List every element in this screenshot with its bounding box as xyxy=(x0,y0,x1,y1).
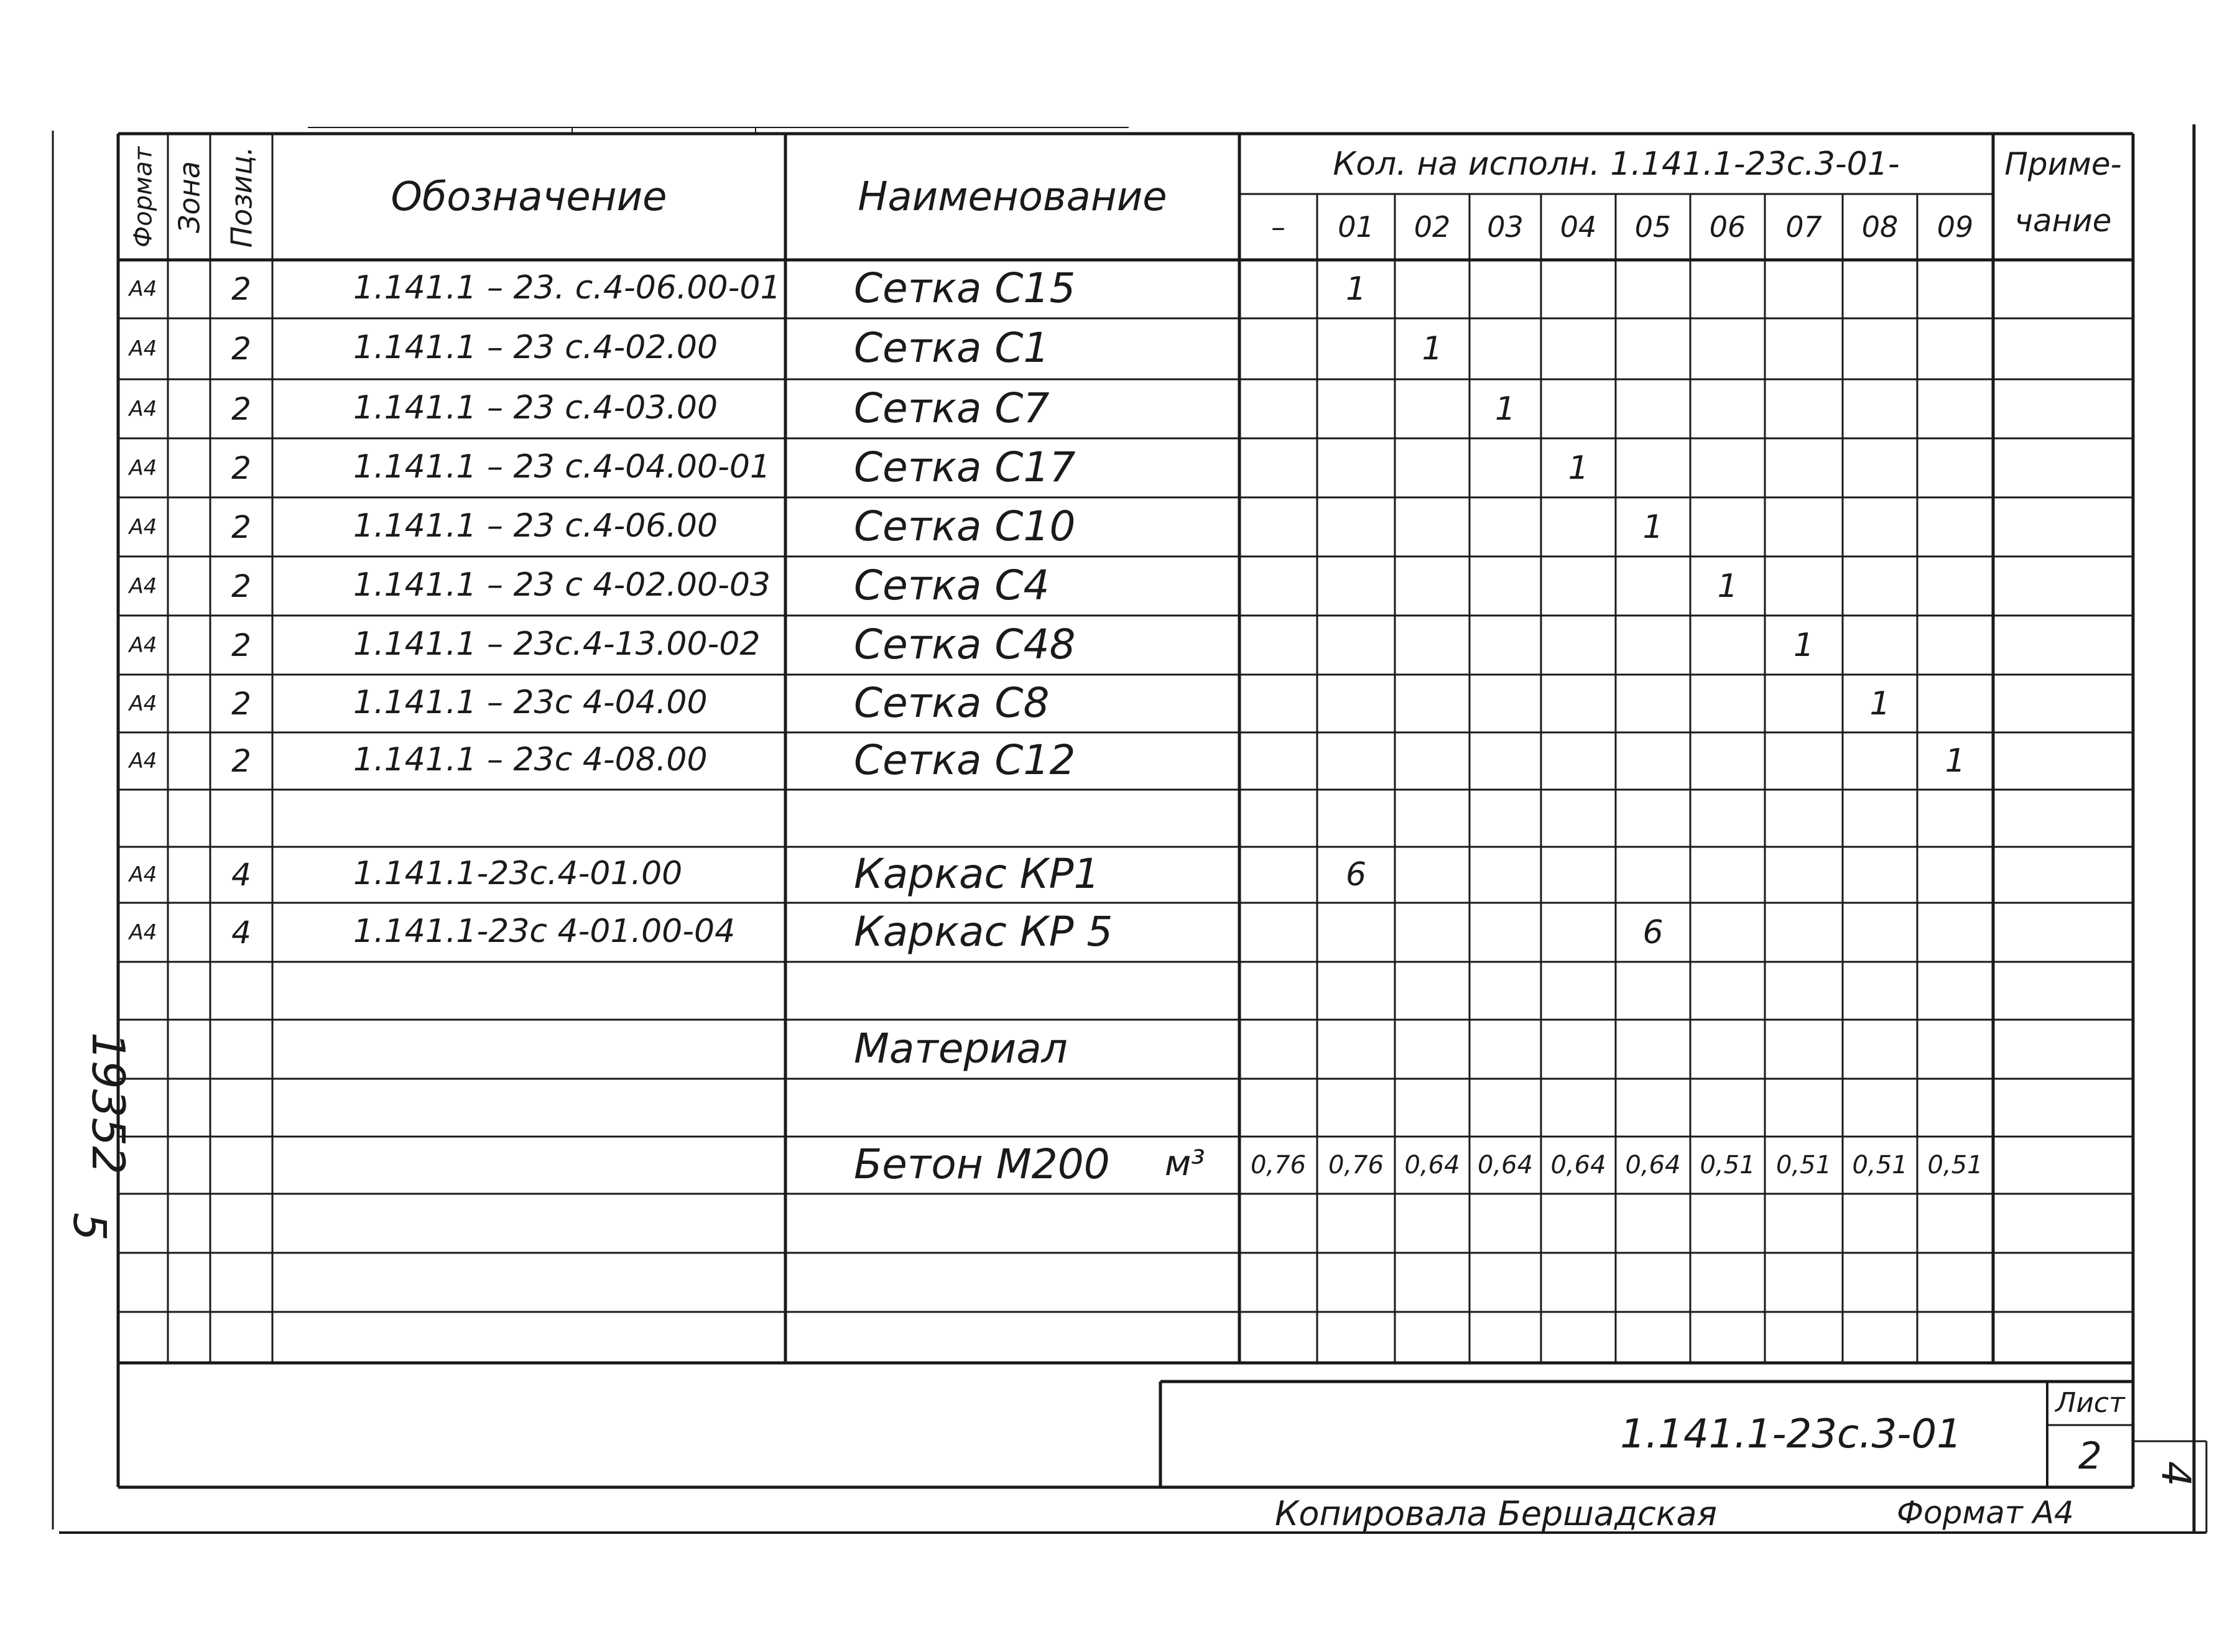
row-designation: 1.141.1 – 23 с.4-03.00 xyxy=(353,389,718,427)
row-quantity: 6 xyxy=(1642,913,1664,951)
row-name: Сетка С48 xyxy=(854,620,1076,668)
header-quantity-title: Кол. на исполн. 1.141.1-23с.3-01- xyxy=(1333,145,1900,183)
row-name: Материал xyxy=(854,1024,1068,1073)
row-position: 4 xyxy=(231,857,251,893)
header-zone: Зона xyxy=(172,160,206,233)
row-designation: 1.141.1-23с 4-01.00-04 xyxy=(353,912,736,950)
row-format: А4 xyxy=(129,277,157,302)
row-quantity: 0,64 xyxy=(1404,1151,1460,1179)
row-position: 2 xyxy=(231,685,251,722)
row-format: А4 xyxy=(129,749,157,773)
row-position: 2 xyxy=(231,743,251,779)
header-variant-1: 01 xyxy=(1338,210,1374,244)
header-format: Формат xyxy=(129,146,157,247)
row-quantity: 0,51 xyxy=(1775,1151,1832,1179)
row-name: Сетка С10 xyxy=(854,502,1076,550)
footer-format: Формат А4 xyxy=(1897,1495,2074,1531)
row-quantity: 1 xyxy=(1422,330,1443,367)
row-name: Сетка С17 xyxy=(854,443,1076,491)
row-quantity: 0,64 xyxy=(1550,1151,1606,1179)
header-note-top: Приме- xyxy=(2004,145,2122,182)
row-format: А4 xyxy=(129,862,157,887)
stamp-sheet-number: 2 xyxy=(2078,1434,2103,1478)
row-position: 2 xyxy=(231,627,251,663)
row-name: Каркас КР1 xyxy=(854,850,1100,898)
row-designation: 1.141.1 – 23 с.4-02.00 xyxy=(353,329,718,366)
row-position: 2 xyxy=(231,509,251,545)
row-quantity: 1 xyxy=(1494,390,1516,428)
row-format: А4 xyxy=(129,336,157,361)
row-position: 2 xyxy=(231,568,251,604)
stamp-sheet-label: Лист xyxy=(2055,1387,2125,1419)
row-quantity: 1 xyxy=(1642,508,1664,546)
row-designation: 1.141.1 – 23. с.4-06.00-01 xyxy=(353,269,781,307)
row-position: 2 xyxy=(231,390,251,427)
row-format: А4 xyxy=(129,920,157,945)
row-quantity: 1 xyxy=(1345,270,1367,308)
header-variant-5: 05 xyxy=(1634,210,1672,244)
row-format: А4 xyxy=(129,455,157,481)
archive-sub: 5 xyxy=(63,1212,116,1241)
archive-number: 19352 xyxy=(82,1032,134,1175)
row-format: А4 xyxy=(129,691,157,716)
header-name: Наименование xyxy=(858,173,1167,220)
row-quantity: 1 xyxy=(1568,449,1589,487)
row-position: 2 xyxy=(231,331,251,367)
row-designation: 1.141.1-23с.4-01.00 xyxy=(353,855,683,892)
row-name: Каркас КР 5 xyxy=(854,907,1113,956)
row-name: Сетка С4 xyxy=(854,561,1050,609)
header-variant-6: 06 xyxy=(1709,210,1746,244)
row-quantity: 0,51 xyxy=(1700,1151,1756,1179)
header-note-bottom: чание xyxy=(2014,203,2112,239)
row-designation: 1.141.1 – 23 с 4-02.00-03 xyxy=(353,566,771,604)
header-variant-9: 09 xyxy=(1937,210,1974,244)
row-unit: м³ xyxy=(1165,1143,1205,1184)
row-designation: 1.141.1 – 23 с.4-04.00-01 xyxy=(353,448,771,486)
row-quantity: 1 xyxy=(1869,685,1891,722)
header-variant-2: 02 xyxy=(1414,210,1451,244)
row-quantity: 0,64 xyxy=(1477,1151,1534,1179)
row-position: 2 xyxy=(231,271,251,307)
header-variant-7: 07 xyxy=(1785,210,1822,244)
header-designation: Обозначение xyxy=(391,173,667,220)
row-quantity: 0,51 xyxy=(1852,1151,1908,1179)
row-name: Сетка С15 xyxy=(854,264,1076,312)
row-name: Сетка С8 xyxy=(854,678,1050,727)
row-position: 2 xyxy=(231,450,251,486)
row-quantity: 1 xyxy=(1717,567,1738,605)
row-format: А4 xyxy=(129,632,157,658)
header-variant-0: – xyxy=(1271,210,1285,244)
row-quantity: 1 xyxy=(1793,626,1815,664)
row-name: Бетон М200 xyxy=(854,1140,1110,1188)
row-format: А4 xyxy=(129,396,157,422)
row-name: Сетка С12 xyxy=(854,736,1076,784)
row-name: Сетка С7 xyxy=(854,384,1050,432)
row-format: А4 xyxy=(129,573,157,599)
row-quantity: 1 xyxy=(1945,742,1966,780)
row-quantity: 0,64 xyxy=(1625,1151,1681,1179)
header-variant-3: 03 xyxy=(1487,210,1524,244)
row-quantity: 6 xyxy=(1345,856,1367,893)
row-designation: 1.141.1 – 23с 4-08.00 xyxy=(353,741,708,778)
header-position: Позиц. xyxy=(224,145,258,248)
header-variant-4: 04 xyxy=(1560,210,1597,244)
row-name: Сетка С1 xyxy=(854,324,1050,372)
row-quantity: 0,76 xyxy=(1250,1151,1307,1179)
corner-number: 4 xyxy=(2152,1461,2198,1487)
row-quantity: 0,51 xyxy=(1927,1151,1983,1179)
row-designation: 1.141.1 – 23с.4-13.00-02 xyxy=(353,625,761,663)
header-variant-8: 08 xyxy=(1861,210,1899,244)
row-position: 4 xyxy=(231,914,251,951)
row-designation: 1.141.1 – 23 с.4-06.00 xyxy=(353,507,718,545)
row-format: А4 xyxy=(129,514,157,540)
row-quantity: 0,76 xyxy=(1328,1151,1384,1179)
footer-copied-by: Копировала Бершадская xyxy=(1275,1494,1718,1533)
row-designation: 1.141.1 – 23с 4-04.00 xyxy=(353,683,708,721)
stamp-code: 1.141.1-23с.3-01 xyxy=(1620,1411,1962,1457)
